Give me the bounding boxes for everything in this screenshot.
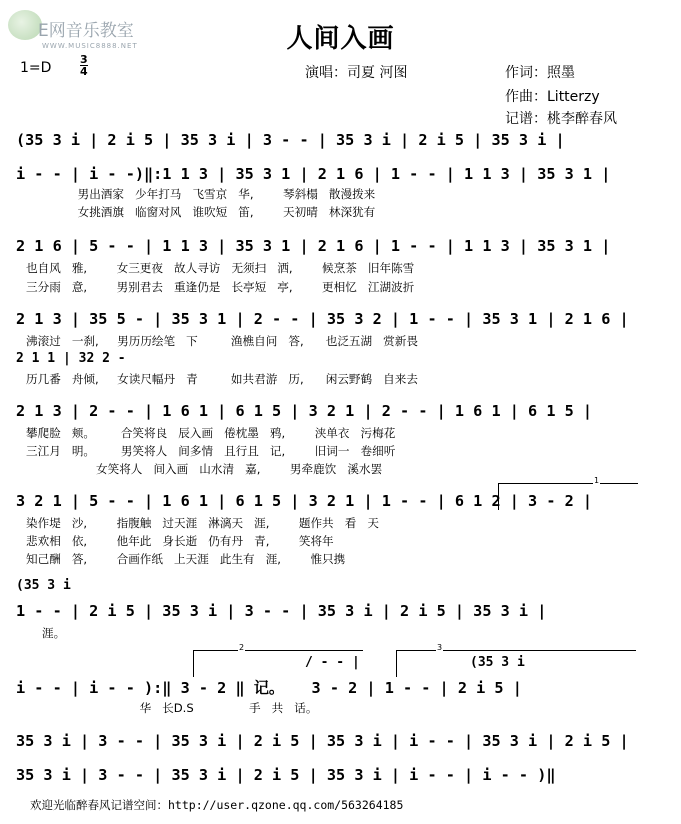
singer: 演唱：司夏 河图 — [305, 65, 408, 81]
score-line: i - - | i - - ):‖ 3 - 2 ‖ 记。 3 - 2 | 1 - - | 2 i 5 | — [16, 679, 522, 697]
score-line: 3 2 1 | 5 - - | 1 6 1 | 6 1 5 | 3 2 1 | 1 - - | 6 1 2 | 3 - 2 | — [16, 492, 593, 510]
lyric-line: 攀爬脸 颊。 合笑将良 辰入画 倦枕墨 鸦, 浃单衣 污梅花 — [26, 426, 396, 440]
volta-bracket — [193, 643, 363, 652]
transcriber: 记谱：桃李醉春风 — [505, 111, 617, 127]
logo-url: WWW.MUSIC8888.NET — [42, 42, 138, 50]
lyric-line: 涯。 — [42, 626, 66, 640]
time-signature — [80, 54, 88, 77]
lyric-line: 染作堤 沙, 指腹触 过天涯 淋漓天 涯, 题作共 看 天 — [26, 516, 379, 530]
score-line: 35 3 i | 3 - - | 35 3 i | 2 i 5 | 35 3 i | i - - | 35 3 i | 2 i 5 | — [16, 732, 629, 750]
lyric-line: 历几番 舟倾, 女读尺幅丹 青 如共君游 历, 闲云野鹤 自来去 — [26, 372, 418, 386]
lyric-line: 三江月 明。 男笑将人 间多情 且行且 记, 旧词一 卷细听 — [26, 444, 396, 458]
song-title: 人间入画 — [286, 24, 395, 54]
composer: 作曲：Litterzy — [505, 89, 600, 105]
score-line: i - - | i - -)‖:1 1 3 | 35 3 1 | 2 1 6 | 1 - - | 1 1 3 | 35 3 1 | — [16, 165, 611, 183]
score-line: / - - | — [305, 655, 360, 670]
volta-bracket — [396, 643, 636, 652]
volta-bracket — [498, 476, 638, 485]
score-line: 2 1 6 | 5 - - | 1 1 3 | 35 3 1 | 2 1 6 | 1 - - | 1 1 3 | 35 3 1 | — [16, 237, 611, 255]
lyric-line: 也自风 雅, 女三更夜 故人寻访 无须扫 洒, 候烹茶 旧年陈雪 — [26, 261, 415, 275]
lyric-line: 女笑将人 间入画 山水清 嘉, 男牵鹿饮 溪水罢 — [26, 462, 383, 476]
lyric-line: 三分雨 意, 男别君去 重逢仍是 长亭短 亭, 更相忆 江湖波折 — [26, 280, 415, 294]
logo-text: E网音乐教室 — [38, 21, 134, 41]
footer-link[interactable]: 欢迎光临醉春风记谱空间：http://user.qzone.qq.com/563264185 — [30, 798, 404, 812]
score-line: 2 1 3 | 35 5 - | 35 3 1 | 2 - - | 35 3 2 | 1 - - | 35 3 1 | 2 1 6 | — [16, 310, 629, 328]
volta-number: 2 — [239, 643, 245, 652]
key-signature: 1=D — [20, 60, 52, 76]
lyric-line: 华 长D.S 手 共 话。 — [40, 701, 318, 715]
score-line: (35 3 i — [470, 655, 525, 670]
lyric-line: 悲欢相 依, 他年此 身长逝 仍有丹 青, 笑将年 — [26, 534, 334, 548]
volta-number: 1 — [594, 476, 600, 485]
lyric-line: 男出酒家 少年打马 飞雪京 华, 琴斜榻 散漫拨来 — [26, 187, 376, 201]
score-line: (35 3 i — [16, 578, 71, 593]
score-line: 1 - - | 2 i 5 | 35 3 i | 3 - - | 35 3 i | 2 i 5 | 35 3 i | — [16, 602, 547, 620]
lyric-line: 女挑酒旗 临窗对风 谁吹短 笛, 天初晴 林深犹有 — [26, 205, 376, 219]
lyric-line: 知己酬 答, 合画作纸 上天涯 此生有 涯, 惟只携 — [26, 552, 346, 566]
volta-number: 3 — [437, 643, 443, 652]
lyricist: 作词：照墨 — [505, 65, 575, 81]
score-line: 35 3 i | 3 - - | 35 3 i | 2 i 5 | 35 3 i | i - - | i - - )‖ — [16, 766, 556, 784]
time-sig-bottom: 4 — [80, 65, 88, 78]
score-line: 2 1 3 | 2 - - | 1 6 1 | 6 1 5 | 3 2 1 | 2 - - | 1 6 1 | 6 1 5 | — [16, 402, 593, 420]
time-sig-top: 3 — [80, 53, 88, 66]
score-line: (35 3 i | 2 i 5 | 35 3 i | 3 - - | 35 3 i | 2 i 5 | 35 3 i | — [16, 131, 565, 149]
lyric-line: 沸滚过 一刹, 男历历绘笔 下 渔樵自问 答, 也泛五湖 赏新畏 — [26, 334, 418, 348]
score-line: 2 1 1 | 32 2 - — [16, 351, 126, 366]
